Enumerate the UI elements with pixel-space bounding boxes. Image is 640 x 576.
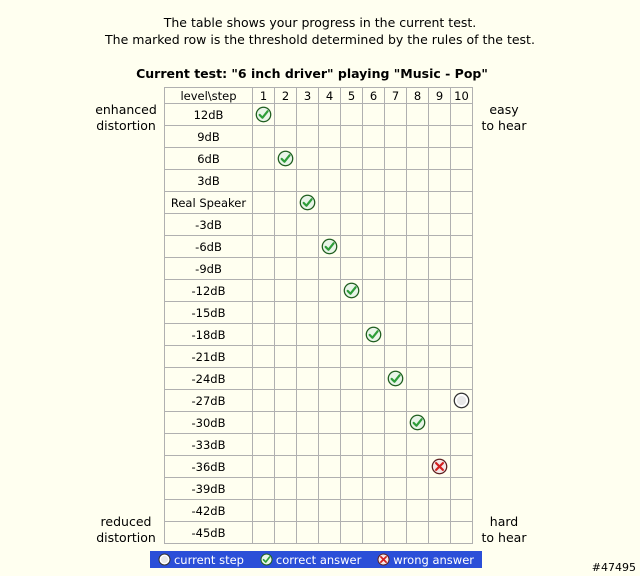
intro-line-2: The marked row is the threshold determined by the rules of the test. xyxy=(105,32,535,47)
grid-cell xyxy=(407,478,429,500)
step-header-4: 4 xyxy=(319,88,341,104)
grid-cell xyxy=(297,192,319,214)
step-header-1: 1 xyxy=(253,88,275,104)
grid-cell xyxy=(297,104,319,126)
grid-cell xyxy=(275,500,297,522)
level-label: -33dB xyxy=(165,434,253,456)
grid-cell xyxy=(297,346,319,368)
grid-cell xyxy=(363,522,385,544)
grid-cell xyxy=(407,258,429,280)
grid-cell xyxy=(253,148,275,170)
grid-cell xyxy=(319,126,341,148)
grid-cell xyxy=(363,478,385,500)
grid-cell xyxy=(407,170,429,192)
grid-cell xyxy=(297,478,319,500)
level-label: -30dB xyxy=(165,412,253,434)
grid-cell xyxy=(407,456,429,478)
table-row xyxy=(165,148,473,170)
grid-cell xyxy=(297,390,319,412)
grid-cell xyxy=(429,214,451,236)
grid-cell xyxy=(275,258,297,280)
level-label: -12dB xyxy=(165,280,253,302)
grid-cell xyxy=(297,148,319,170)
grid-cell xyxy=(407,236,429,258)
grid-cell xyxy=(341,148,363,170)
grid-cell xyxy=(319,412,341,434)
grid-cell xyxy=(253,324,275,346)
grid-cell xyxy=(429,390,451,412)
step-header-7: 7 xyxy=(385,88,407,104)
grid-cell xyxy=(275,390,297,412)
table-row xyxy=(165,302,473,324)
grid-cell xyxy=(429,126,451,148)
grid-cell xyxy=(451,500,473,522)
level-label: -39dB xyxy=(165,478,253,500)
easy-to-hear-label xyxy=(476,102,532,134)
grid-cell xyxy=(429,324,451,346)
grid-cell xyxy=(297,434,319,456)
test-title: Current test: "6 inch driver" playing "Music - Pop" xyxy=(136,66,488,81)
grid-cell xyxy=(363,346,385,368)
correct-answer-icon xyxy=(343,282,360,299)
progress-table xyxy=(164,87,473,544)
wrong-answer-icon xyxy=(431,458,448,475)
grid-cell xyxy=(297,280,319,302)
grid-cell xyxy=(319,148,341,170)
grid-cell xyxy=(319,236,341,258)
grid-cell xyxy=(429,302,451,324)
grid-cell xyxy=(385,280,407,302)
level-label: 6dB xyxy=(165,148,253,170)
current-step-icon xyxy=(158,553,171,566)
legend-wrong-label: wrong answer xyxy=(393,552,474,567)
grid-cell xyxy=(319,368,341,390)
grid-cell xyxy=(407,280,429,302)
grid-cell xyxy=(253,104,275,126)
grid-cell xyxy=(451,412,473,434)
grid-cell xyxy=(451,126,473,148)
grid-cell xyxy=(429,522,451,544)
grid-cell xyxy=(363,500,385,522)
grid-cell xyxy=(341,368,363,390)
grid-cell xyxy=(341,258,363,280)
grid-cell xyxy=(451,456,473,478)
grid-cell xyxy=(275,214,297,236)
grid-cell xyxy=(253,236,275,258)
grid-cell xyxy=(429,280,451,302)
grid-cell xyxy=(363,324,385,346)
grid-cell xyxy=(429,434,451,456)
correct-answer-icon xyxy=(260,553,273,566)
grid-cell xyxy=(275,478,297,500)
correct-answer-icon xyxy=(409,414,426,431)
grid-cell xyxy=(253,280,275,302)
grid-cell xyxy=(341,478,363,500)
grid-cell xyxy=(385,214,407,236)
grid-cell xyxy=(429,478,451,500)
legend-wrong xyxy=(377,553,474,567)
side-label-line: distortion xyxy=(96,118,156,133)
step-header-6: 6 xyxy=(363,88,385,104)
grid-cell xyxy=(407,148,429,170)
grid-cell xyxy=(253,456,275,478)
grid-cell xyxy=(385,148,407,170)
grid-cell xyxy=(275,280,297,302)
table-row xyxy=(165,456,473,478)
level-label: -6dB xyxy=(165,236,253,258)
grid-cell xyxy=(297,236,319,258)
grid-cell xyxy=(429,170,451,192)
grid-cell xyxy=(275,434,297,456)
wrong-answer-icon xyxy=(377,553,390,566)
grid-cell xyxy=(385,412,407,434)
grid-cell xyxy=(253,434,275,456)
grid-cell xyxy=(363,368,385,390)
grid-cell xyxy=(429,368,451,390)
grid-cell xyxy=(341,500,363,522)
side-label-line: hard xyxy=(489,514,519,529)
grid-cell xyxy=(363,280,385,302)
level-label: -36dB xyxy=(165,456,253,478)
grid-cell xyxy=(363,302,385,324)
grid-cell xyxy=(319,456,341,478)
grid-cell xyxy=(451,214,473,236)
grid-cell xyxy=(451,302,473,324)
grid-cell xyxy=(385,324,407,346)
grid-cell xyxy=(363,214,385,236)
grid-cell xyxy=(363,456,385,478)
grid-cell xyxy=(297,302,319,324)
enhanced-distortion-label xyxy=(88,102,164,134)
grid-cell xyxy=(451,192,473,214)
grid-cell xyxy=(385,456,407,478)
current-step-icon xyxy=(453,392,470,409)
grid-cell xyxy=(407,192,429,214)
level-label: 3dB xyxy=(165,170,253,192)
grid-cell xyxy=(451,478,473,500)
side-label-line: distortion xyxy=(96,530,156,545)
grid-cell xyxy=(429,258,451,280)
grid-cell xyxy=(253,214,275,236)
grid-cell xyxy=(385,302,407,324)
grid-cell xyxy=(319,390,341,412)
grid-cell xyxy=(407,522,429,544)
correct-answer-icon xyxy=(277,150,294,167)
side-label-line: enhanced xyxy=(95,102,157,117)
grid-cell xyxy=(385,170,407,192)
side-label-line: reduced xyxy=(100,514,152,529)
table-row xyxy=(165,236,473,258)
grid-cell xyxy=(363,412,385,434)
level-label: -45dB xyxy=(165,522,253,544)
step-header-9: 9 xyxy=(429,88,451,104)
grid-cell xyxy=(319,258,341,280)
grid-cell xyxy=(341,280,363,302)
level-label: -18dB xyxy=(165,324,253,346)
table-row xyxy=(165,324,473,346)
grid-cell xyxy=(275,148,297,170)
grid-cell xyxy=(341,522,363,544)
step-header-5: 5 xyxy=(341,88,363,104)
step-header-10: 10 xyxy=(451,88,473,104)
grid-cell xyxy=(363,170,385,192)
grid-cell xyxy=(253,368,275,390)
grid-cell xyxy=(385,346,407,368)
side-label-line: easy xyxy=(489,102,519,117)
table-row xyxy=(165,192,473,214)
grid-cell xyxy=(275,104,297,126)
grid-cell xyxy=(385,500,407,522)
grid-cell xyxy=(363,258,385,280)
grid-cell xyxy=(341,346,363,368)
level-label: -21dB xyxy=(165,346,253,368)
grid-cell xyxy=(385,434,407,456)
table-row xyxy=(165,478,473,500)
grid-cell xyxy=(363,104,385,126)
grid-cell xyxy=(253,258,275,280)
grid-cell xyxy=(385,258,407,280)
legend-correct-label: correct answer xyxy=(275,552,362,567)
grid-cell xyxy=(319,522,341,544)
grid-cell xyxy=(275,522,297,544)
step-header-2: 2 xyxy=(275,88,297,104)
grid-cell xyxy=(363,192,385,214)
grid-cell xyxy=(385,368,407,390)
grid-cell xyxy=(297,368,319,390)
grid-cell xyxy=(341,236,363,258)
grid-cell xyxy=(253,346,275,368)
correct-answer-icon xyxy=(299,194,316,211)
grid-cell xyxy=(253,522,275,544)
correct-answer-icon xyxy=(387,370,404,387)
table-row xyxy=(165,258,473,280)
level-step-header: level\step xyxy=(165,88,253,104)
grid-cell xyxy=(297,214,319,236)
grid-cell xyxy=(407,368,429,390)
table-row xyxy=(165,280,473,302)
grid-cell xyxy=(253,302,275,324)
grid-cell xyxy=(429,412,451,434)
grid-cell xyxy=(297,170,319,192)
legend-current-label: current step xyxy=(173,552,244,567)
grid-cell xyxy=(341,412,363,434)
grid-cell xyxy=(429,148,451,170)
table-row xyxy=(165,412,473,434)
grid-cell xyxy=(319,170,341,192)
grid-cell xyxy=(341,390,363,412)
grid-cell xyxy=(341,324,363,346)
level-label: -24dB xyxy=(165,368,253,390)
grid-cell xyxy=(429,236,451,258)
grid-cell xyxy=(363,390,385,412)
grid-cell xyxy=(363,434,385,456)
intro-line-1: The table shows your progress in the current test. xyxy=(163,15,477,30)
table-row xyxy=(165,214,473,236)
grid-cell xyxy=(451,148,473,170)
grid-cell xyxy=(319,324,341,346)
grid-cell xyxy=(385,104,407,126)
grid-cell xyxy=(275,368,297,390)
grid-cell xyxy=(341,214,363,236)
table-row xyxy=(165,126,473,148)
grid-cell xyxy=(297,412,319,434)
legend-bar xyxy=(150,551,482,568)
grid-cell xyxy=(341,126,363,148)
grid-cell xyxy=(319,104,341,126)
step-header-3: 3 xyxy=(297,88,319,104)
grid-cell xyxy=(385,522,407,544)
side-label-line: to hear xyxy=(481,118,527,133)
grid-cell xyxy=(429,456,451,478)
grid-cell xyxy=(451,170,473,192)
grid-cell xyxy=(275,346,297,368)
grid-cell xyxy=(385,390,407,412)
grid-cell xyxy=(385,192,407,214)
grid-cell xyxy=(253,500,275,522)
grid-cell xyxy=(407,434,429,456)
grid-cell xyxy=(341,302,363,324)
grid-cell xyxy=(253,170,275,192)
header-row xyxy=(165,88,473,104)
grid-cell xyxy=(275,236,297,258)
reduced-distortion-label xyxy=(88,514,164,546)
grid-cell xyxy=(407,412,429,434)
legend-current xyxy=(158,553,244,567)
table-row xyxy=(165,346,473,368)
grid-cell xyxy=(319,500,341,522)
legend-correct xyxy=(260,553,361,567)
grid-cell xyxy=(407,302,429,324)
grid-cell xyxy=(341,170,363,192)
grid-cell xyxy=(363,148,385,170)
grid-cell xyxy=(297,500,319,522)
hard-to-hear-label xyxy=(476,514,532,546)
grid-cell xyxy=(319,346,341,368)
grid-cell xyxy=(429,500,451,522)
grid-cell xyxy=(407,324,429,346)
grid-cell xyxy=(429,346,451,368)
grid-cell xyxy=(319,434,341,456)
grid-cell xyxy=(451,280,473,302)
grid-cell xyxy=(451,390,473,412)
grid-cell xyxy=(363,126,385,148)
correct-answer-icon xyxy=(365,326,382,343)
grid-cell xyxy=(407,346,429,368)
grid-cell xyxy=(407,104,429,126)
grid-cell xyxy=(407,214,429,236)
level-label: -3dB xyxy=(165,214,253,236)
table-row xyxy=(165,500,473,522)
grid-cell xyxy=(253,478,275,500)
correct-answer-icon xyxy=(321,238,338,255)
grid-cell xyxy=(297,522,319,544)
level-label: -15dB xyxy=(165,302,253,324)
grid-cell xyxy=(297,456,319,478)
grid-cell xyxy=(451,346,473,368)
grid-cell xyxy=(253,390,275,412)
grid-cell xyxy=(451,104,473,126)
level-label: 12dB xyxy=(165,104,253,126)
grid-cell xyxy=(363,236,385,258)
step-header-8: 8 xyxy=(407,88,429,104)
grid-cell xyxy=(275,192,297,214)
grid-cell xyxy=(275,324,297,346)
grid-cell xyxy=(319,214,341,236)
grid-cell xyxy=(451,236,473,258)
grid-cell xyxy=(319,302,341,324)
grid-cell xyxy=(341,192,363,214)
correct-answer-icon xyxy=(255,106,272,123)
level-label: -27dB xyxy=(165,390,253,412)
grid-cell xyxy=(407,126,429,148)
grid-cell xyxy=(341,456,363,478)
level-label: -42dB xyxy=(165,500,253,522)
grid-cell xyxy=(341,434,363,456)
side-label-line: to hear xyxy=(481,530,527,545)
grid-cell xyxy=(385,478,407,500)
grid-cell xyxy=(407,500,429,522)
grid-cell xyxy=(297,324,319,346)
watermark: #47495 xyxy=(591,561,636,574)
grid-cell xyxy=(275,456,297,478)
table-row xyxy=(165,522,473,544)
table-row xyxy=(165,368,473,390)
grid-cell xyxy=(275,170,297,192)
grid-cell xyxy=(253,192,275,214)
level-label: Real Speaker xyxy=(165,192,253,214)
table-row xyxy=(165,390,473,412)
grid-cell xyxy=(451,324,473,346)
grid-cell xyxy=(429,104,451,126)
table-row xyxy=(165,434,473,456)
grid-cell xyxy=(451,522,473,544)
grid-cell xyxy=(429,192,451,214)
grid-cell xyxy=(451,258,473,280)
grid-cell xyxy=(275,126,297,148)
grid-cell xyxy=(253,126,275,148)
grid-cell xyxy=(275,302,297,324)
level-label: 9dB xyxy=(165,126,253,148)
grid-cell xyxy=(407,390,429,412)
grid-cell xyxy=(385,126,407,148)
grid-cell xyxy=(451,434,473,456)
grid-cell xyxy=(275,412,297,434)
table-row xyxy=(165,104,473,126)
grid-cell xyxy=(385,236,407,258)
grid-cell xyxy=(319,192,341,214)
grid-cell xyxy=(341,104,363,126)
grid-cell xyxy=(319,280,341,302)
grid-cell xyxy=(319,478,341,500)
grid-cell xyxy=(297,126,319,148)
grid-cell xyxy=(451,368,473,390)
table-row xyxy=(165,170,473,192)
level-label: -9dB xyxy=(165,258,253,280)
grid-cell xyxy=(253,412,275,434)
grid-cell xyxy=(297,258,319,280)
